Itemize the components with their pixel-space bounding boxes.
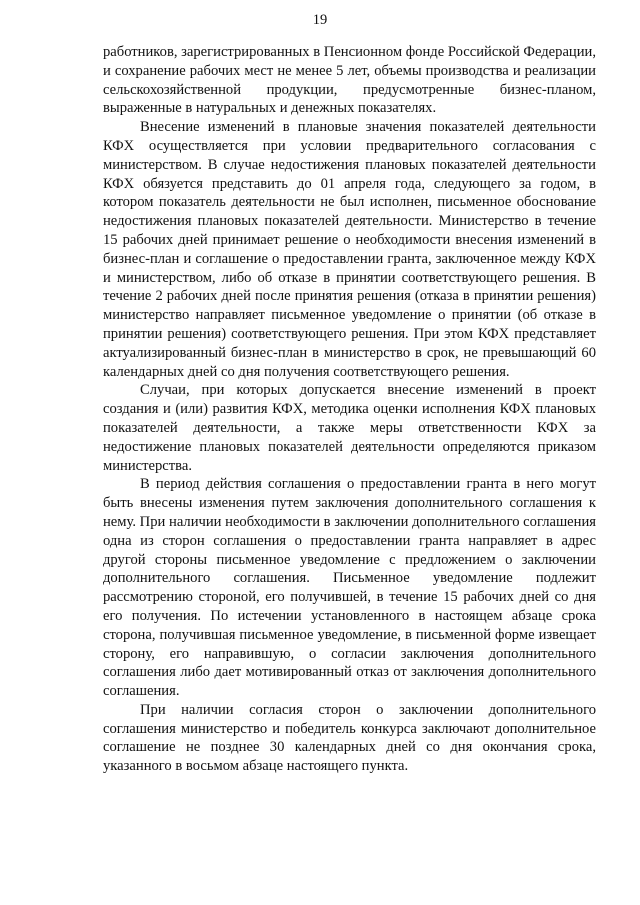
paragraph-plan-changes: Внесение изменений в плановые значения показателей деятельности КФХ осуществляется при условии предварительного согласования с министерством. В случае недостижения плановых показателей деятельности КФХ обязуется представить до 01 апреля года, следующего за годом, в котором показатель деятельности не был исполнен, письменное обоснование недостижения плановых показателей деятельности. Министерство в течение 15 рабочих дней принимает решение о необходимости внесения изменений в бизнес-план и соглашение о предоставлении гранта, заключенное между КФХ и министерством, либо об отказе в принятии соответствующего решения. В течение 2 рабочих дней после принятия решения (отказа в принятии решения) министерство направляет письменное уведомление о принятии (об отказе в принятии решения) соответствующего решения. При этом КФХ представляет актуализированный бизнес-план в министерство в срок, не превышающий 60 календарных дней со дня получения соответствующего решения. bbox=[103, 119, 596, 380]
paragraph-consent: При наличии согласия сторон о заключении дополнительного соглашения министерство и победитель конкурса заключают дополнительное соглашение не позднее 30 календарных дней со дня окончания срока, указанного в восьмом абзаце настоящего пункта. bbox=[103, 701, 596, 775]
document-body bbox=[103, 43, 596, 776]
page-number: 19 bbox=[312, 12, 328, 28]
paragraph-continuation: работников, зарегистрированных в Пенсионном фонде Российской Федерации, и сохранение рабочих мест не менее 5 лет, объемы производства и реализации сельскохозяйственной продукции, предусмотренные бизнес-планом, выраженные в натуральных и денежных показателях. bbox=[103, 44, 596, 117]
paragraph-cases: Случаи, при которых допускается внесение изменений в проект создания и (или) развития КФХ, методика оценки исполнения КФХ плановых показателей деятельности, а также меры ответственности КФХ за недостижение плановых показателей деятельности определяются приказом министерства. bbox=[103, 382, 596, 474]
paragraph-agreement-period: В период действия соглашения о предоставлении гранта в него могут быть внесены изменения путем заключения дополнительного соглашения к нему. При наличии необходимости в заключении дополнительного соглашения одна из сторон соглашения о предоставлении гранта направляет в адрес другой стороны письменное уведомление с предложением о заключении дополнительного соглашения. Письменное уведомление подлежит рассмотрению стороной, его получившей, в течение 15 рабочих дней со дня его получения. По истечении установленного в настоящем абзаце срока сторона, получившая письменное уведомление, в письменной форме извещает сторону, его направившую, о согласии заключения дополнительного соглашения либо дает мотивированный отказ от заключения дополнительного соглашения. bbox=[103, 476, 596, 700]
